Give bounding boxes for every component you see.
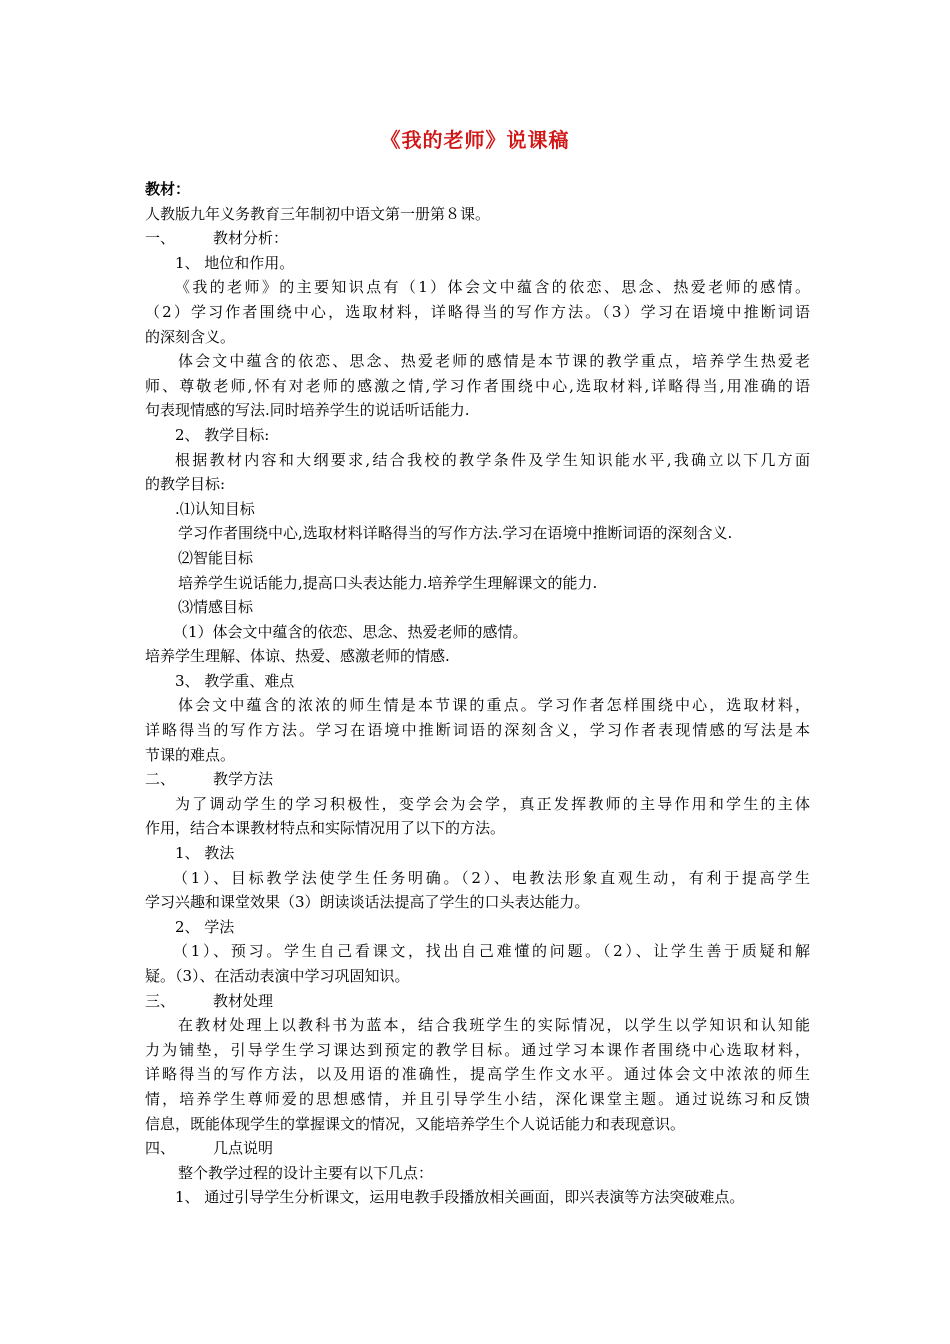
section-number: 三、 [145,991,176,1010]
goal-cognitive-label: .⑴认知目标 [175,499,255,518]
paragraph-line: （1）、预习。学生自己看课文，找出自己难懂的问题。（2）、让学生善于质疑和解 [173,942,810,961]
paragraph-line: 的教学目标: [145,475,226,494]
paragraph-line: 体会文中蕴含的依恋、思念、热爱老师的感情是本节课的教学重点，培养学生热爱老 [178,352,810,371]
paragraph-line: 详略得当的写作方法。学习在语境中推断词语的深刻含义，学习作者表现情感的写法是本 [145,721,810,740]
section-number: 四、 [145,1139,176,1158]
goal-cognitive-text: 学习作者围绕中心,选取材料详略得当的写作方法.学习在语境中推断词语的深刻含义. [178,524,733,543]
goal-ability-text: 培养学生说话能力,提高口头表达能力.培养学生理解课文的能力. [178,573,598,592]
paragraph-line: 《我的老师》的主要知识点有（1）体会文中蕴含的依恋、思念、热爱老师的感情。 [175,278,810,297]
material-label: 教材： [145,180,191,198]
paragraph-line: 情，培养学生尊师爱的思想感情，并且引导学生小结，深化课堂主题。通过说练习和反馈 [145,1089,810,1108]
paragraph-line: 详略得当的写作方法，以及用语的准确性，提高学生作文水平。通过体会文中浓浓的师生 [145,1065,810,1084]
paragraph-line: 整个教学过程的设计主要有以下几点： [178,1163,434,1182]
paragraph-line: 在教材处理上以教科书为蓝本，结合我班学生的实际情况，以学生以学知识和认知能 [178,1016,810,1035]
goal-emotion-text: （1）体会文中蕴含的依恋、思念、热爱老师的感情。 [173,622,528,641]
document-body [145,177,810,1210]
section-heading-2 [145,767,810,792]
material-text: 人教版九年义务教育三年制初中语文第一册第８课。 [145,204,491,223]
paragraph-line: 信息，既能体现学生的掌握课文的情况，又能培养学生个人说话能力和表现意识。 [145,1114,686,1133]
paragraph-line: 师、尊敬老师,怀有对老师的感激之情,学习作者围绕中心,选取材料,详略得当,用准确的语 [145,376,810,395]
goal-emotion-text: 培养学生理解、体谅、热爱、感激老师的情感. [145,647,450,666]
paragraph-line: 为了调动学生的学习积极性，变学会为会学，真正发挥教师的主导作用和学生的主体 [175,794,810,813]
goal-ability-label: ⑵智能目标 [178,548,254,567]
paragraph-line: 的深刻含义。 [145,327,236,346]
subheading-key-points: 3、 教学重、难点 [175,671,295,690]
paragraph-line: （2）学习作者围绕中心，选取材料，详略得当的写作方法。（3）学习在语境中推断词语 [145,302,810,321]
section-number: 一、 [145,229,176,248]
subheading-teaching-method: 1、 教法 [175,844,235,863]
paragraph-line: （1）、目标教学法使学生任务明确。（2）、电教法形象直观生动，有利于提高学生 [173,868,810,887]
paragraph-line: 根据教材内容和大纲要求,结合我校的教学条件及学生知识能水平,我确立以下几方面 [175,450,810,469]
section-heading-3 [145,989,810,1014]
section-heading-4 [145,1136,810,1161]
subheading-goals: 2、 教学目标: [175,425,270,444]
section-heading-1 [145,226,810,251]
paragraph-line: 句表现情感的写法.同时培养学生的说话听话能力. [145,401,470,420]
paragraph-line: 学习兴趣和课堂效果（3）朗读谈话法提高了学生的口头表达能力。 [145,893,590,912]
document-title: 《我的老师》说课稿 [380,128,570,152]
section-title: 几点说明 [213,1139,274,1158]
section-title: 教材处理 [213,991,274,1010]
section-title: 教材分析： [213,229,289,248]
paragraph-line: 力为铺垫，引导学生学习课达到预定的教学目标。通过学习本课作者围绕中心选取材料， [145,1040,810,1059]
subheading-position: 1、 地位和作用。 [175,253,295,272]
subheading-learning-method: 2、 学法 [175,917,235,936]
paragraph-line: 1、 通过引导学生分析课文，运用电教手段播放相关画面，即兴表演等方法突破难点。 [175,1188,745,1207]
section-title: 教学方法 [213,770,274,789]
section-number: 二、 [145,770,176,789]
paragraph-line: 作用，结合本课教材特点和实际情况用了以下的方法。 [145,819,506,838]
goal-emotion-label: ⑶情感目标 [178,598,254,617]
paragraph-line: 体会文中蕴含的浓浓的师生情是本节课的重点。学习作者怎样围绕中心，选取材料， [178,696,810,715]
paragraph-line: 疑。（3）、在活动表演中学习巩固知识。 [145,967,410,985]
paragraph-line: 节课的难点。 [145,745,236,764]
